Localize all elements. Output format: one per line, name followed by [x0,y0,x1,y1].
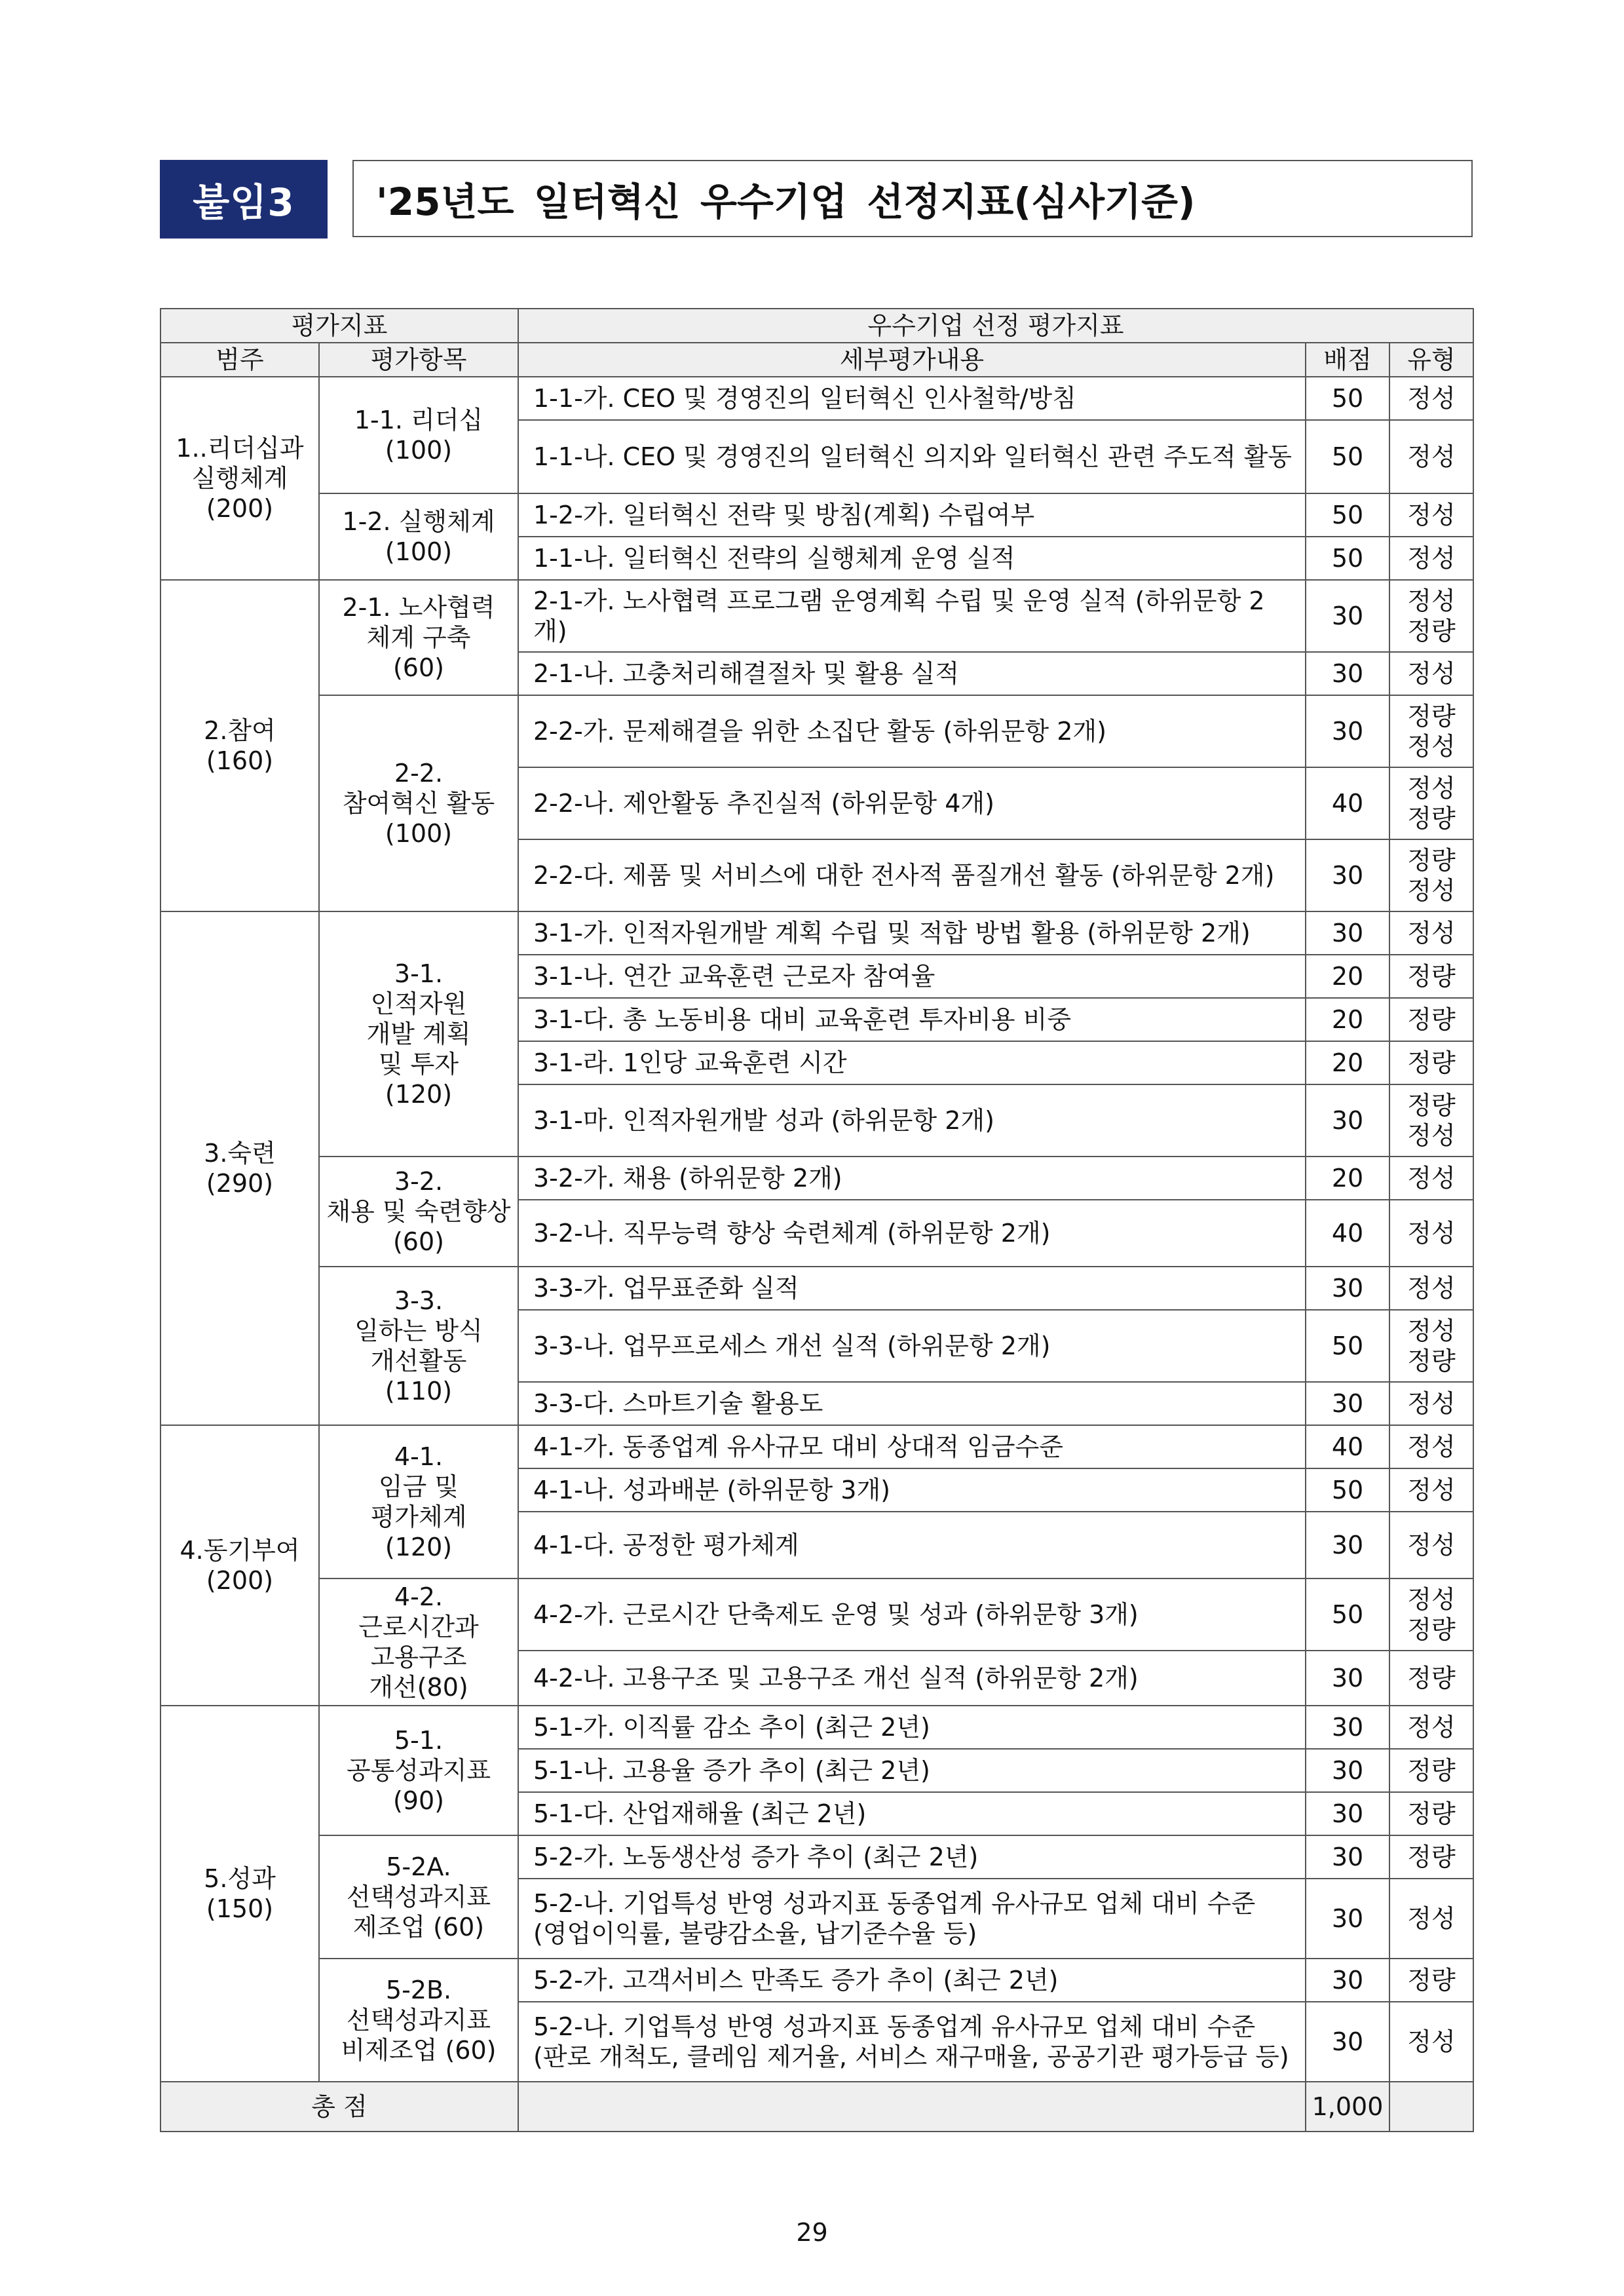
score-cell: 30 [1306,1749,1389,1792]
type-cell: 정성 정량 [1389,1578,1473,1651]
type-cell: 정성 [1389,537,1473,580]
detail-cell: 5-2-가. 노동생산성 증가 추이 (최근 2년) [518,1835,1306,1879]
detail-cell: 1-1-나. CEO 및 경영진의 일터혁신 의지와 일터혁신 관련 주도적 활동 [518,420,1306,493]
type-cell: 정성 [1389,652,1473,695]
table-row [161,1835,1473,1879]
score-cell: 20 [1306,1041,1389,1084]
detail-cell: 5-1-다. 산업재해율 (최근 2년) [518,1792,1306,1835]
type-cell: 정량 [1389,1651,1473,1706]
score-cell: 50 [1306,1468,1389,1512]
type-cell: 정성 [1389,420,1473,493]
score-cell: 30 [1306,911,1389,955]
detail-cell: 4-2-나. 고용구조 및 고용구조 개선 실적 (하위문항 2개) [518,1651,1306,1706]
table-row [161,1267,1473,1310]
score-cell: 40 [1306,767,1389,839]
score-cell: 30 [1306,1084,1389,1157]
header-selection-index: 우수기업 선정 평가지표 [518,309,1473,343]
type-cell: 정성 [1389,911,1473,955]
type-cell: 정성 정량 [1389,767,1473,839]
table-row [161,1157,1473,1200]
score-cell: 30 [1306,2002,1389,2082]
type-cell: 정량 정성 [1389,839,1473,911]
score-cell: 30 [1306,1651,1389,1706]
detail-cell: 3-2-가. 채용 (하위문항 2개) [518,1157,1306,1200]
detail-cell: 2-2-가. 문제해결을 위한 소집단 활동 (하위문항 2개) [518,695,1306,767]
type-cell: 정성 [1389,1468,1473,1512]
category-cell: 1..리더십과 실행체계 (200) [161,377,319,580]
item-cell: 4-2. 근로시간과 고용구조 개선(80) [319,1578,518,1706]
table-row [161,911,1473,955]
type-cell: 정성 [1389,1200,1473,1267]
header-row-2 [161,343,1473,377]
total-score: 1,000 [1306,2082,1389,2132]
item-cell: 3-3. 일하는 방식 개선활동 (110) [319,1267,518,1425]
detail-cell: 1-2-가. 일터혁신 전략 및 방침(계획) 수립여부 [518,493,1306,537]
type-cell: 정성 [1389,1879,1473,1959]
item-cell: 5-1. 공통성과지표 (90) [319,1706,518,1835]
detail-cell: 5-2-나. 기업특성 반영 성과지표 동종업계 유사규모 업체 대비 수준 (영업이익률, 불량감소율, 납기준수율 등) [518,1879,1306,1959]
score-cell: 50 [1306,493,1389,537]
detail-cell: 2-2-다. 제품 및 서비스에 대한 전사적 품질개선 활동 (하위문항 2개) [518,839,1306,911]
type-cell: 정성 [1389,1382,1473,1425]
score-cell: 20 [1306,998,1389,1041]
detail-cell: 5-2-가. 고객서비스 만족도 증가 추이 (최근 2년) [518,1959,1306,2002]
score-cell: 40 [1306,1200,1389,1267]
score-cell: 30 [1306,1267,1389,1310]
detail-cell: 3-1-라. 1인당 교육훈련 시간 [518,1041,1306,1084]
page-number: 29 [796,2218,828,2247]
type-cell: 정량 [1389,1959,1473,2002]
detail-cell: 3-3-다. 스마트기술 활용도 [518,1382,1306,1425]
table-row [161,695,1473,767]
detail-cell: 3-3-가. 업무표준화 실적 [518,1267,1306,1310]
score-cell: 30 [1306,652,1389,695]
detail-cell: 4-1-나. 성과배분 (하위문항 3개) [518,1468,1306,1512]
item-cell: 2-2. 참여혁신 활동 (100) [319,695,518,911]
score-cell: 30 [1306,839,1389,911]
table-row [161,377,1473,420]
score-cell: 50 [1306,420,1389,493]
type-cell: 정성 [1389,1157,1473,1200]
type-cell: 정성 정량 [1389,580,1473,652]
detail-cell: 5-2-나. 기업특성 반영 성과지표 동종업계 유사규모 업체 대비 수준 (판로 개척도, 클레임 제거율, 서비스 재구매율, 공공기관 평가등급 등) [518,2002,1306,2082]
score-cell: 50 [1306,1310,1389,1382]
type-cell: 정량 [1389,1835,1473,1879]
type-cell: 정량 [1389,1792,1473,1835]
table-row [161,493,1473,537]
category-cell: 4.동기부여 (200) [161,1425,319,1706]
item-cell: 5-2B. 선택성과지표 비제조업 (60) [319,1959,518,2082]
score-cell: 50 [1306,1578,1389,1651]
detail-cell: 4-1-가. 동종업계 유사규모 대비 상대적 임금수준 [518,1425,1306,1468]
header-row-1 [161,309,1473,343]
detail-cell: 3-1-마. 인적자원개발 성과 (하위문항 2개) [518,1084,1306,1157]
score-cell: 30 [1306,1792,1389,1835]
header-item: 평가항목 [319,343,518,377]
score-cell: 30 [1306,1706,1389,1749]
score-cell: 20 [1306,955,1389,998]
type-cell: 정량 정성 [1389,695,1473,767]
total-detail-cell [518,2082,1306,2132]
detail-cell: 2-1-가. 노사협력 프로그램 운영계획 수립 및 운영 실적 (하위문항 2개) [518,580,1306,652]
detail-cell: 5-1-나. 고용율 증가 추이 (최근 2년) [518,1749,1306,1792]
header-evaluation-index: 평가지표 [161,309,518,343]
item-cell: 2-1. 노사협력 체계 구축 (60) [319,580,518,695]
page-title: '25년도 일터혁신 우수기업 선정지표(심사기준) [352,160,1473,237]
item-cell: 1-2. 실행체계 (100) [319,493,518,580]
type-cell: 정성 [1389,1706,1473,1749]
table-row [161,1425,1473,1468]
detail-cell: 3-1-가. 인적자원개발 계획 수립 및 적합 방법 활용 (하위문항 2개) [518,911,1306,955]
table-row [161,580,1473,652]
type-cell: 정량 [1389,1749,1473,1792]
detail-cell: 3-3-나. 업무프로세스 개선 실적 (하위문항 2개) [518,1310,1306,1382]
total-row [161,2082,1473,2132]
total-label: 총 점 [161,2082,518,2132]
item-cell: 3-2. 채용 및 숙련향상 (60) [319,1157,518,1267]
header-detail: 세부평가내용 [518,343,1306,377]
score-cell: 30 [1306,1835,1389,1879]
detail-cell: 3-1-다. 총 노동비용 대비 교육훈련 투자비용 비중 [518,998,1306,1041]
header-category: 범주 [161,343,319,377]
type-cell: 정량 정성 [1389,1084,1473,1157]
type-cell: 정성 [1389,493,1473,537]
category-cell: 2.참여 (160) [161,580,319,911]
detail-cell: 4-1-다. 공정한 평가체계 [518,1512,1306,1578]
detail-cell: 2-2-나. 제안활동 추진실적 (하위문항 4개) [518,767,1306,839]
type-cell: 정성 정량 [1389,1310,1473,1382]
item-cell: 3-1. 인적자원 개발 계획 및 투자 (120) [319,911,518,1157]
item-cell: 1-1. 리더십 (100) [319,377,518,493]
score-cell: 40 [1306,1425,1389,1468]
score-cell: 50 [1306,537,1389,580]
detail-cell: 2-1-나. 고충처리해결절차 및 활용 실적 [518,652,1306,695]
detail-cell: 1-1-가. CEO 및 경영진의 일터혁신 인사철학/방침 [518,377,1306,420]
detail-cell: 4-2-가. 근로시간 단축제도 운영 및 성과 (하위문항 3개) [518,1578,1306,1651]
detail-cell: 5-1-가. 이직률 감소 추이 (최근 2년) [518,1706,1306,1749]
score-cell: 30 [1306,1512,1389,1578]
score-cell: 30 [1306,1879,1389,1959]
category-cell: 5.성과 (150) [161,1706,319,2082]
type-cell: 정성 [1389,1267,1473,1310]
score-cell: 30 [1306,1959,1389,2002]
table-row [161,1578,1473,1651]
header-type: 유형 [1389,343,1473,377]
type-cell: 정량 [1389,1041,1473,1084]
type-cell: 정성 [1389,1512,1473,1578]
header-score: 배점 [1306,343,1389,377]
type-cell: 정량 [1389,955,1473,998]
score-cell: 20 [1306,1157,1389,1200]
category-cell: 3.숙련 (290) [161,911,319,1425]
type-cell: 정성 [1389,377,1473,420]
type-cell: 정성 [1389,2002,1473,2082]
score-cell: 50 [1306,377,1389,420]
type-cell: 정량 [1389,998,1473,1041]
detail-cell: 3-2-나. 직무능력 향상 숙련체계 (하위문항 2개) [518,1200,1306,1267]
detail-cell: 1-1-나. 일터혁신 전략의 실행체계 운영 실적 [518,537,1306,580]
evaluation-criteria-table [160,308,1474,2132]
score-cell: 30 [1306,695,1389,767]
item-cell: 4-1. 임금 및 평가체계 (120) [319,1425,518,1578]
type-cell: 정성 [1389,1425,1473,1468]
table-row [161,1959,1473,2002]
score-cell: 30 [1306,1382,1389,1425]
item-cell: 5-2A. 선택성과지표 제조업 (60) [319,1835,518,1959]
detail-cell: 3-1-나. 연간 교육훈련 근로자 참여율 [518,955,1306,998]
total-type-cell [1389,2082,1473,2132]
attachment-badge: 붙임3 [160,160,328,239]
table-row [161,1706,1473,1749]
score-cell: 30 [1306,580,1389,652]
